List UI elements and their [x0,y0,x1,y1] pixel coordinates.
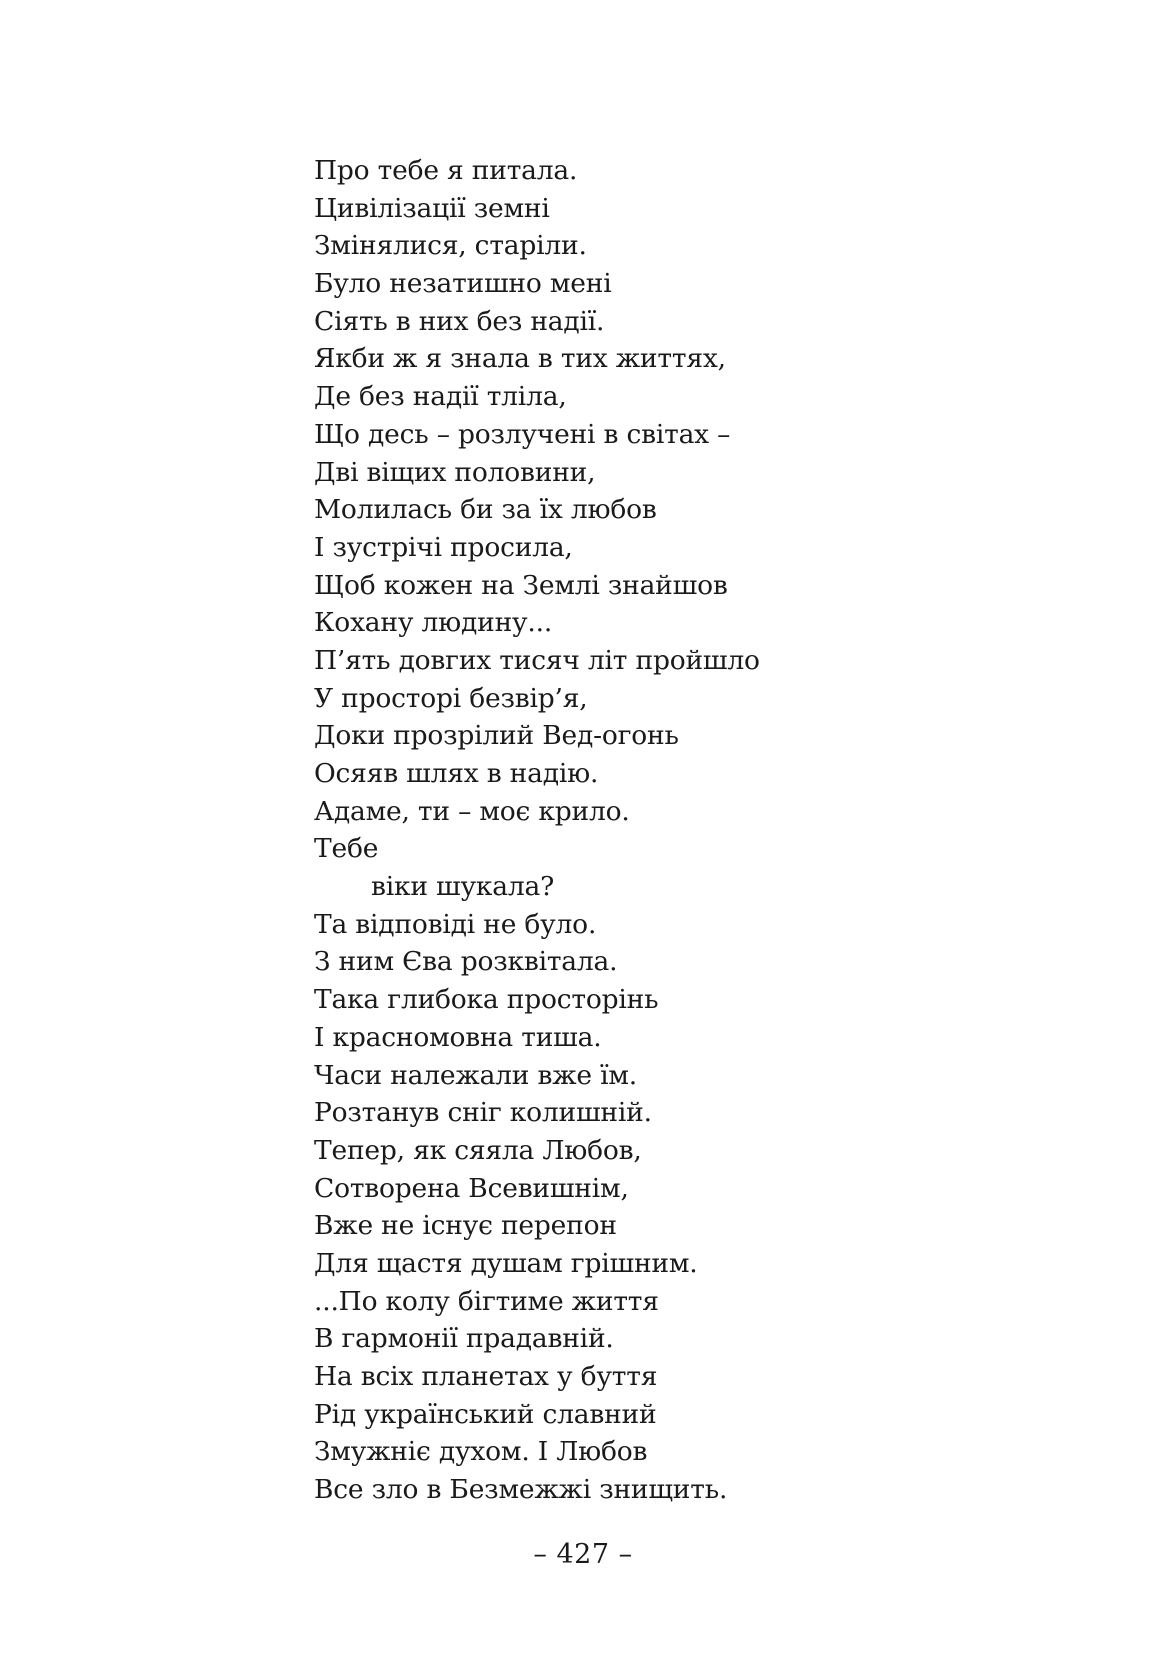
poem-line: Змужніє духом. І Любов [314,1436,648,1468]
poem-line: Така глибока просторінь [314,984,659,1016]
poem-line: Було незатишно мені [314,268,612,300]
poem-line: В гармонії прадавній. [314,1323,614,1355]
poem-line: Кохану людину... [314,607,553,639]
poem-line: Осяяв шлях в надію. [314,758,599,789]
poem-line: І красномовна тиша. [314,1021,602,1053]
poem-line: Тепер, як сяяла Любов, [314,1134,642,1166]
poem-line: Якби ж я знала в тих життях, [314,343,726,375]
poem-line: Часи належали вже їм. [314,1059,637,1091]
poem-line: Адаме, ти – моє крило. [314,795,630,827]
poem-line: Молилась би за їх любов [314,494,657,526]
poem-line: Все зло в Безмежжі знищить. [314,1474,728,1506]
poem-line: Доки прозрілий Вед-огонь [314,720,679,752]
poem-line: Дві віщих половини, [314,456,596,488]
page-number: – 427 – [533,1539,633,1570]
poem-line: Де без надії тліла, [314,381,567,413]
poem-line: Розтанув сніг колишній. [314,1097,652,1129]
poem-line: Що десь – розлучені в світах – [314,418,731,450]
poem-line: Цивілізації земні [314,192,550,224]
poem-line: На всіх планетах у буття [314,1361,658,1392]
poem-line: Змінялися, старіли. [314,230,587,262]
poem-line: П’ять довгих тисяч літ пройшло [314,644,760,676]
poem-line: Та відповіді не було. [314,908,597,940]
poem-line: Про тебе я питала. [314,155,578,186]
poem-line-indented: віки шукала? [371,871,555,903]
poem-line: Рід український славний [314,1398,657,1430]
poem-line: Вже не існує перепон [314,1210,617,1242]
poem-line: Сотворена Всевишнім, [314,1172,629,1204]
poem-line: З ним Єва розквітала. [314,946,618,978]
poem-line: Тебе [314,833,379,865]
poem-line: Щоб кожен на Землі знайшов [314,569,728,601]
poem-text [314,152,760,1509]
poem-line: Сіять в них без надії. [314,305,605,337]
poem-line: У просторі безвір’я, [314,682,588,714]
poem-line: ...По колу бігтиме життя [314,1285,659,1317]
poem-line: Для щастя душам грішним. [314,1247,698,1279]
poem-line: І зустрічі просила, [314,531,573,563]
